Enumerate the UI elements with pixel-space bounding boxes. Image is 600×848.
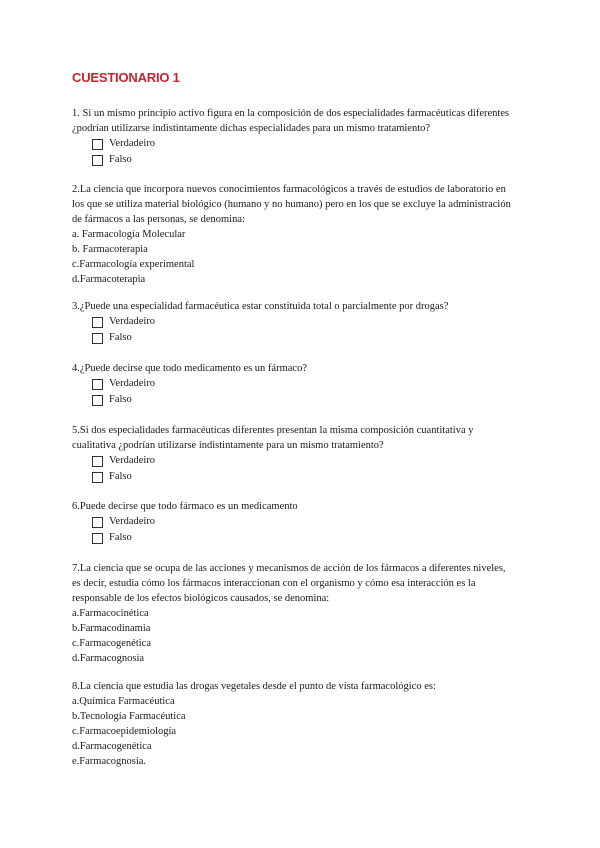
- option-label: Verdadeiro: [109, 316, 156, 327]
- question-4: [72, 361, 512, 408]
- choice-c: c.Farmacoepidemiología: [72, 726, 177, 737]
- option-falso[interactable]: [92, 392, 512, 408]
- question-text: 3.¿Puede una especialidad farmacéutica estar constituida total o parcialmente por drogas?: [72, 301, 449, 312]
- choice-d: d.Farmacognosia: [72, 653, 145, 664]
- option-label: Falso: [109, 394, 132, 405]
- checkbox[interactable]: [92, 155, 103, 166]
- question-1: [72, 106, 512, 168]
- choice-c: c.Farmacología experimental: [72, 259, 195, 270]
- option-label: Falso: [109, 154, 132, 165]
- question-6: [72, 499, 512, 546]
- option-verdadeiro[interactable]: [92, 453, 512, 469]
- checkbox[interactable]: [92, 517, 103, 528]
- option-verdadeiro[interactable]: [92, 136, 512, 152]
- option-verdadeiro[interactable]: [92, 314, 512, 330]
- question-text: 2.La ciencia que incorpora nuevos conocimientos farmacológicos a través de estudios de laboratorio en los que se utiliza material biológico (humano y no humano) pero en los que se excluye la administración de fármacos a las personas, se denomina:: [72, 184, 511, 225]
- option-label: Falso: [109, 471, 132, 482]
- question-text: 5.Si dos especialidades farmacéuticas diferentes presentan la misma composición cuantitativa y cualitativa ¿podrían utilizarse indistintamente para un mismo tratamiento?: [72, 425, 474, 451]
- choice-a: a.Química Farmacéutica: [72, 696, 175, 707]
- checkbox[interactable]: [92, 333, 103, 344]
- checkbox[interactable]: [92, 395, 103, 406]
- question-8: [72, 679, 512, 769]
- question-text: 8.La ciencia que estudia las drogas vegetales desde el punto de vista farmacológico es:: [72, 681, 436, 692]
- choice-a: a.Farmacocinética: [72, 608, 149, 619]
- option-falso[interactable]: [92, 469, 512, 485]
- option-label: Verdadeiro: [109, 516, 156, 527]
- option-label: Verdadeiro: [109, 455, 156, 466]
- choice-b: b.Farmacodinamia: [72, 623, 151, 634]
- question-text: 6.Puede decirse que todo fármaco es un medicamento: [72, 501, 298, 512]
- option-falso[interactable]: [92, 152, 512, 168]
- option-label: Falso: [109, 332, 132, 343]
- question-5: [72, 423, 512, 485]
- choice-e: e.Farmacognosia.: [72, 756, 147, 767]
- checkbox[interactable]: [92, 456, 103, 467]
- option-label: Verdadeiro: [109, 138, 156, 149]
- checkbox[interactable]: [92, 472, 103, 483]
- option-verdadeiro[interactable]: [92, 514, 512, 530]
- option-falso[interactable]: [92, 530, 512, 546]
- question-3: [72, 299, 512, 346]
- question-text: 1. Si un mismo principio activo figura en la composición de dos especialidades farmacéuticas diferentes ¿podrían utilizarse indistintamente dichas especialidades para un mismo tratamiento?: [72, 108, 510, 134]
- checkbox[interactable]: [92, 379, 103, 390]
- checkbox[interactable]: [92, 139, 103, 150]
- option-label: Verdadeiro: [109, 378, 156, 389]
- option-falso[interactable]: [92, 330, 512, 346]
- option-verdadeiro[interactable]: [92, 376, 512, 392]
- checkbox[interactable]: [92, 533, 103, 544]
- choice-b: b. Farmacoterapia: [72, 244, 148, 255]
- question-7: [72, 561, 512, 666]
- checkbox[interactable]: [92, 317, 103, 328]
- question-text: 4.¿Puede decirse que todo medicamento es un fármaco?: [72, 363, 307, 374]
- page-title: CUESTIONARIO 1: [72, 70, 180, 85]
- choice-c: c.Farmacogenética: [72, 638, 151, 649]
- choice-d: d.Farmacoterapia: [72, 274, 146, 285]
- question-text: 7.La ciencia que se ocupa de las acciones y mecanismos de acción de los fármacos a diferentes niveles, es decir, estudia cómo los fármacos interaccionan con el organismo y cómo esa interacción es la responsable de los efectos biológicos causados, se denomina:: [72, 563, 506, 604]
- choice-b: b.Tecnología Farmacéutica: [72, 711, 186, 722]
- choice-d: d.Farmacogenética: [72, 741, 152, 752]
- choice-a: a. Farmacología Molecular: [72, 229, 186, 240]
- question-2: [72, 182, 512, 287]
- option-label: Falso: [109, 532, 132, 543]
